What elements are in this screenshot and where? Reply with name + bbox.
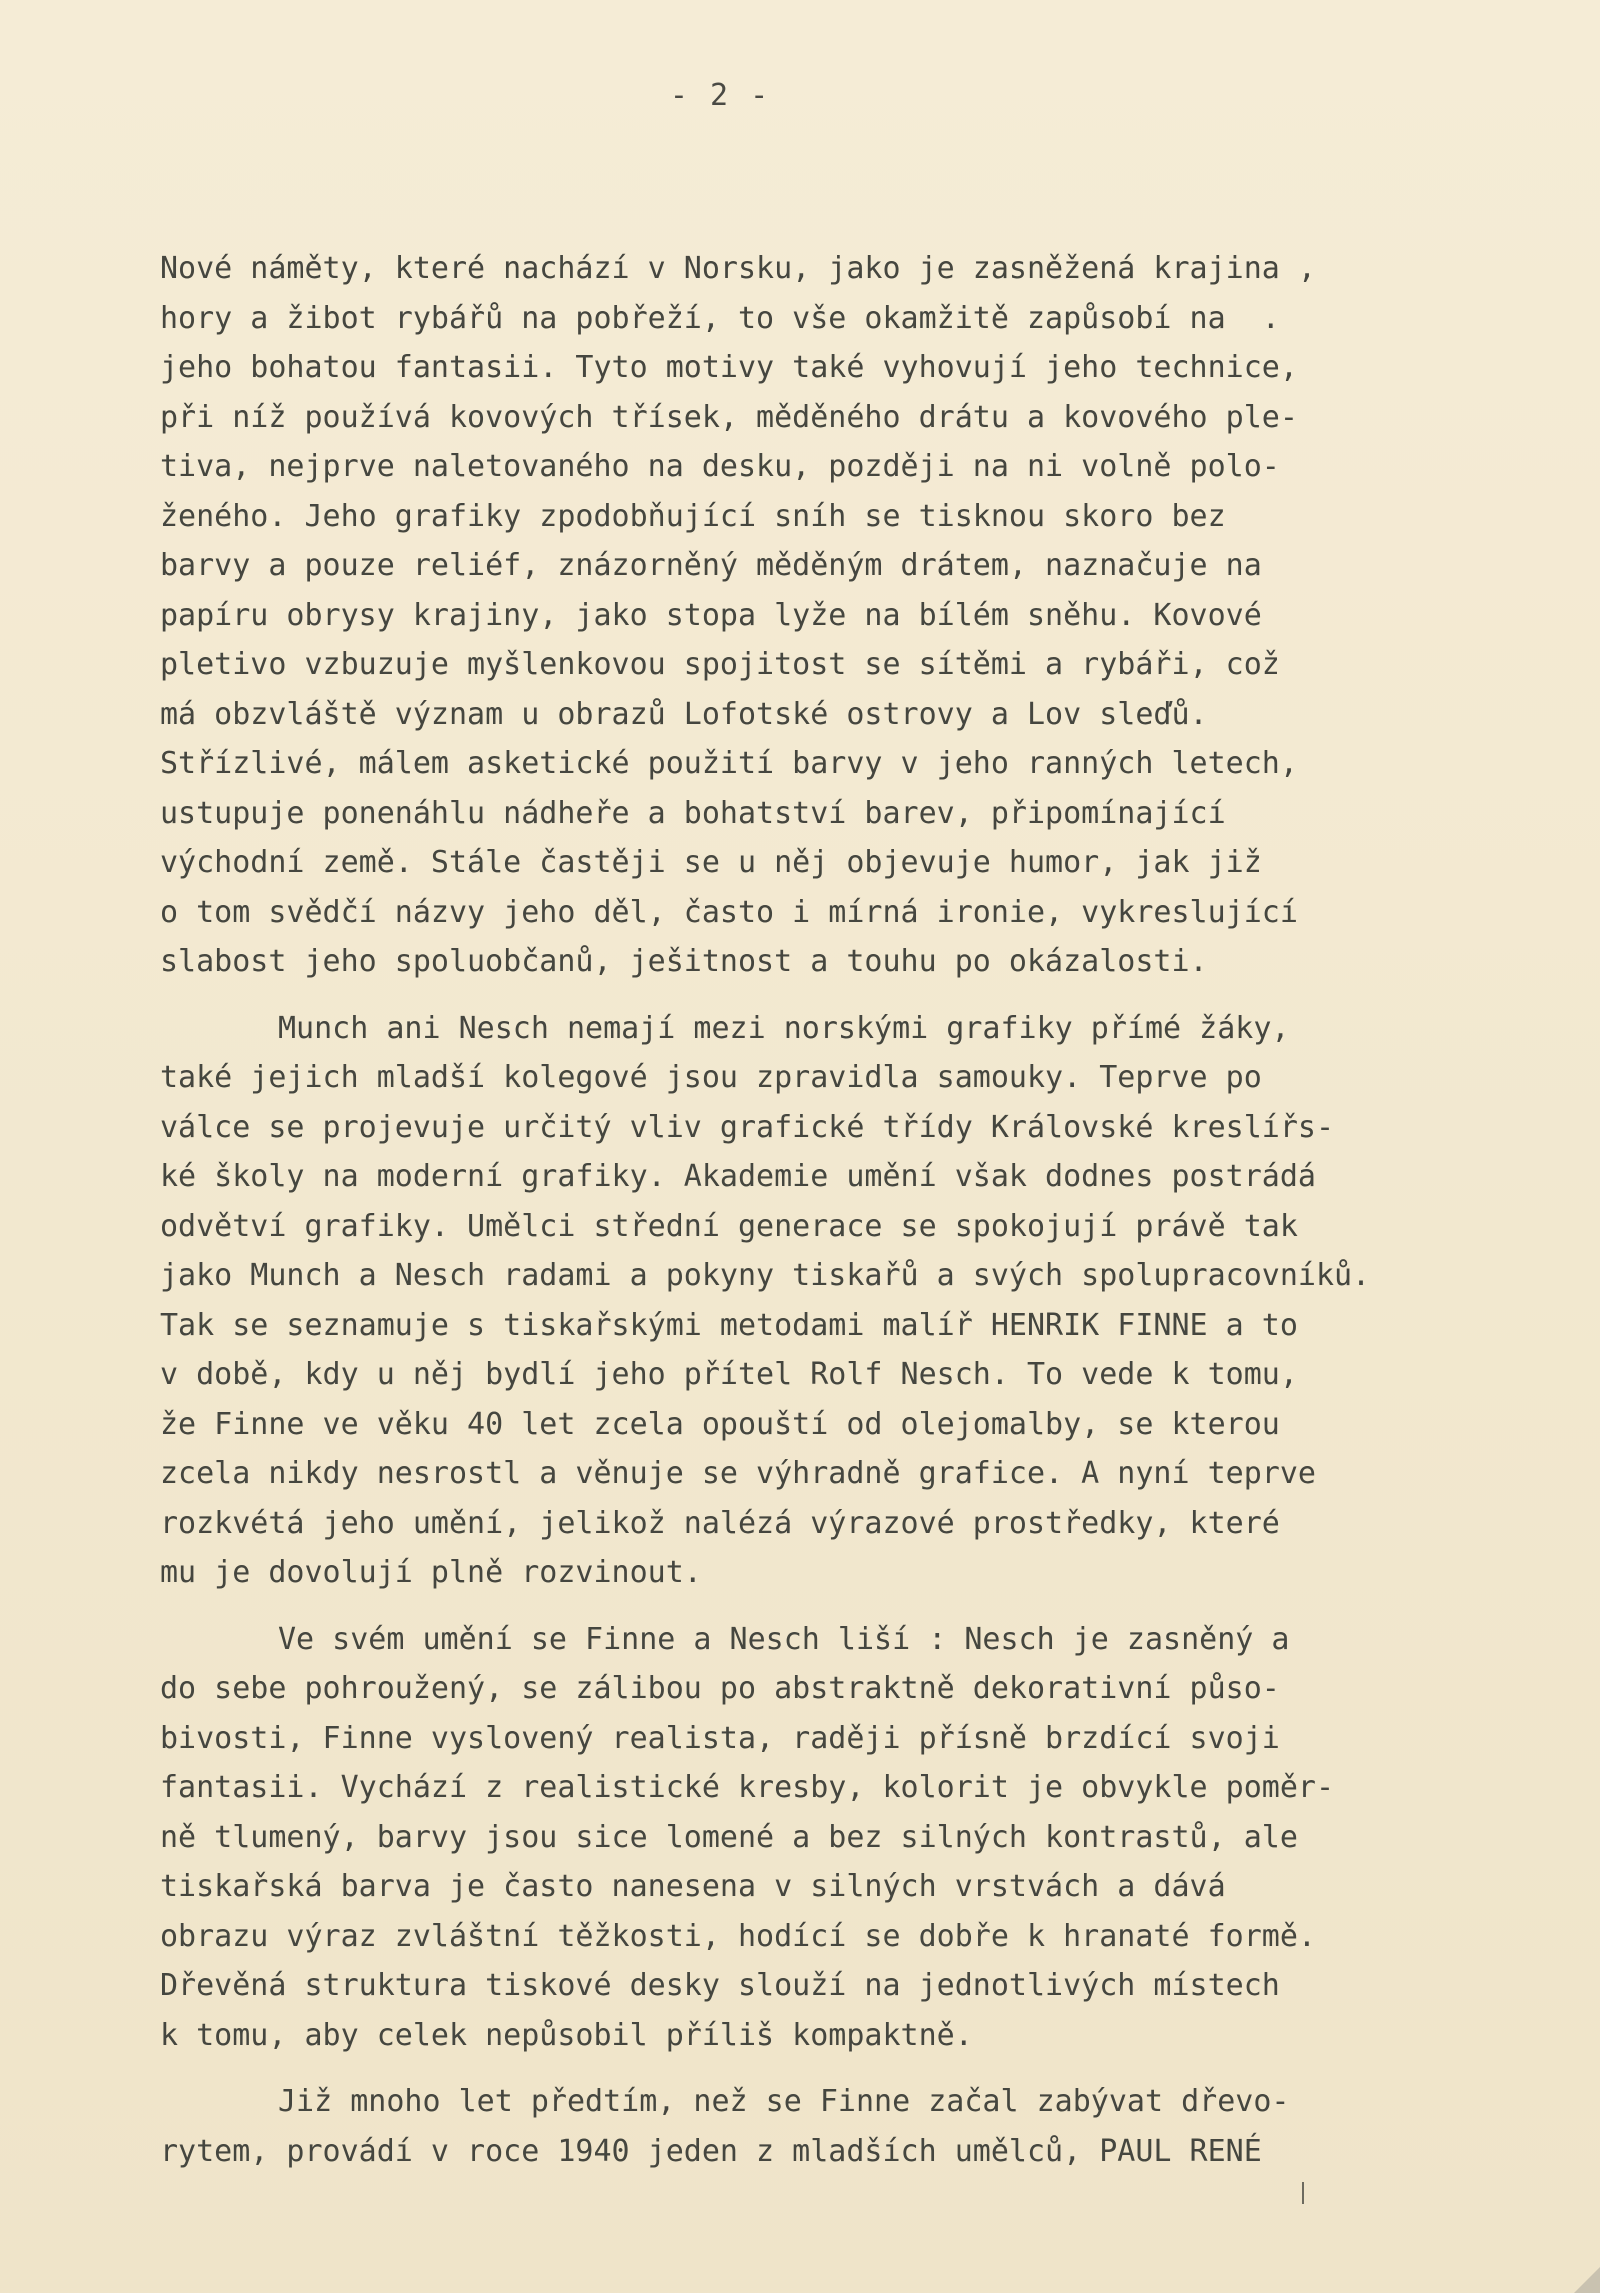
- paragraph: [160, 1615, 1520, 2061]
- text-line: Ve svém umění se Finne a Nesch liší : Nesch je zasněný a: [278, 1621, 1290, 1657]
- text-line: že Finne ve věku 40 let zcela opouští od olejomalby, se kterou: [160, 1406, 1280, 1442]
- text-line: rozkvétá jeho umění, jelikož nalézá výrazové prostředky, které: [160, 1505, 1280, 1541]
- text-line: jako Munch a Nesch radami a pokyny tiskařů a svých spolupracovníků.: [160, 1258, 1371, 1293]
- text-line: mu je dovolují plně rozvinout.: [160, 1555, 702, 1590]
- text-line: odvětví grafiky. Umělci střední generace se spokojují právě tak: [160, 1208, 1298, 1244]
- text-line: hory a žibot rybářů na pobřeží, to vše okamžitě zapůsobí na .: [160, 300, 1280, 336]
- body-text: [160, 244, 1520, 2193]
- text-line: zcela nikdy nesrostl a věnuje se výhradně grafice. A nyní teprve: [160, 1456, 1316, 1491]
- text-line: ně tlumený, barvy jsou sice lomené a bez silných kontrastů, ale: [160, 1819, 1298, 1855]
- text-line: také jejich mladší kolegové jsou zpravidla samouky. Teprve po: [160, 1060, 1262, 1095]
- text-line: při níž používá kovových třísek, měděného drátu a kovového ple-: [160, 399, 1298, 435]
- paragraph: [160, 2077, 1520, 2176]
- text-line: ženého. Jeho grafiky zpodobňující sníh se tisknou skoro bez: [160, 498, 1226, 534]
- text-line: obrazu výraz zvláštní těžkosti, hodící se dobře k hranaté formě.: [160, 1918, 1316, 1954]
- text-line: Střízlivé, málem asketické použití barvy v jeho ranných letech,: [160, 746, 1298, 781]
- text-line: pletivo vzbuzuje myšlenkovou spojitost se sítěmi a rybáři, což: [160, 647, 1280, 682]
- text-line: ustupuje ponenáhlu nádheře a bohatství barev, připomínající: [160, 795, 1226, 831]
- text-line: slabost jeho spoluobčanů, ješitnost a touhu po okázalosti.: [160, 944, 1208, 979]
- text-line: bivosti, Finne vyslovený realista, raději přísně brzdící svoji: [160, 1720, 1280, 1756]
- text-line: papíru obrysy krajiny, jako stopa lyže na bílém sněhu. Kovové: [160, 597, 1262, 633]
- text-line: fantasii. Vychází z realistické kresby, kolorit je obvykle poměr-: [160, 1770, 1334, 1805]
- text-line: Dřevěná struktura tiskové desky slouží na jednotlivých místech: [160, 1968, 1280, 2003]
- text-line: Munch ani Nesch nemají mezi norskými grafiky přímé žáky,: [278, 1010, 1290, 1046]
- text-line: barvy a pouze reliéf, znázorněný měděným drátem, naznačuje na: [160, 548, 1262, 583]
- page-number: - 2 -: [669, 78, 771, 113]
- text-line: má obzvláště význam u obrazů Lofotské ostrovy a Lov sleďů.: [160, 696, 1208, 732]
- text-line: o tom svědčí názvy jeho děl, často i mírná ironie, vykreslující: [160, 894, 1298, 930]
- text-line: Nové náměty, které nachází v Norsku, jako je zasněžená krajina ,: [160, 251, 1316, 286]
- pencil-mark: [1302, 2182, 1304, 2204]
- text-line: rytem, provádí v roce 1940 jeden z mladších umělců, PAUL RENÉ: [160, 2133, 1262, 2169]
- text-line: jeho bohatou fantasii. Tyto motivy také vyhovují jeho technice,: [160, 350, 1298, 385]
- text-line: Již mnoho let předtím, než se Finne začal zabývat dřevo-: [278, 2084, 1290, 2119]
- paragraph: [160, 244, 1520, 987]
- text-line: do sebe pohroužený, se zálibou po abstraktně dekorativní půso-: [160, 1671, 1280, 1706]
- text-line: válce se projevuje určitý vliv grafické třídy Královské kreslířs-: [160, 1109, 1334, 1145]
- page-corner: [1574, 2267, 1600, 2293]
- text-line: východní země. Stále častěji se u něj objevuje humor, jak již: [160, 845, 1262, 880]
- text-line: tiva, nejprve naletovaného na desku, později na ni volně polo-: [160, 449, 1280, 484]
- text-line: k tomu, aby celek nepůsobil příliš kompaktně.: [160, 2017, 973, 2053]
- paragraph: [160, 1004, 1520, 1598]
- text-line: tiskařská barva je často nanesena v silných vrstvách a dává: [160, 1869, 1226, 1904]
- text-line: v době, kdy u něj bydlí jeho přítel Rolf Nesch. To vede k tomu,: [160, 1357, 1298, 1392]
- text-line: Tak se seznamuje s tiskařskými metodami malíř HENRIK FINNE a to: [160, 1307, 1298, 1343]
- text-line: ké školy na moderní grafiky. Akademie umění však dodnes postrádá: [160, 1159, 1316, 1194]
